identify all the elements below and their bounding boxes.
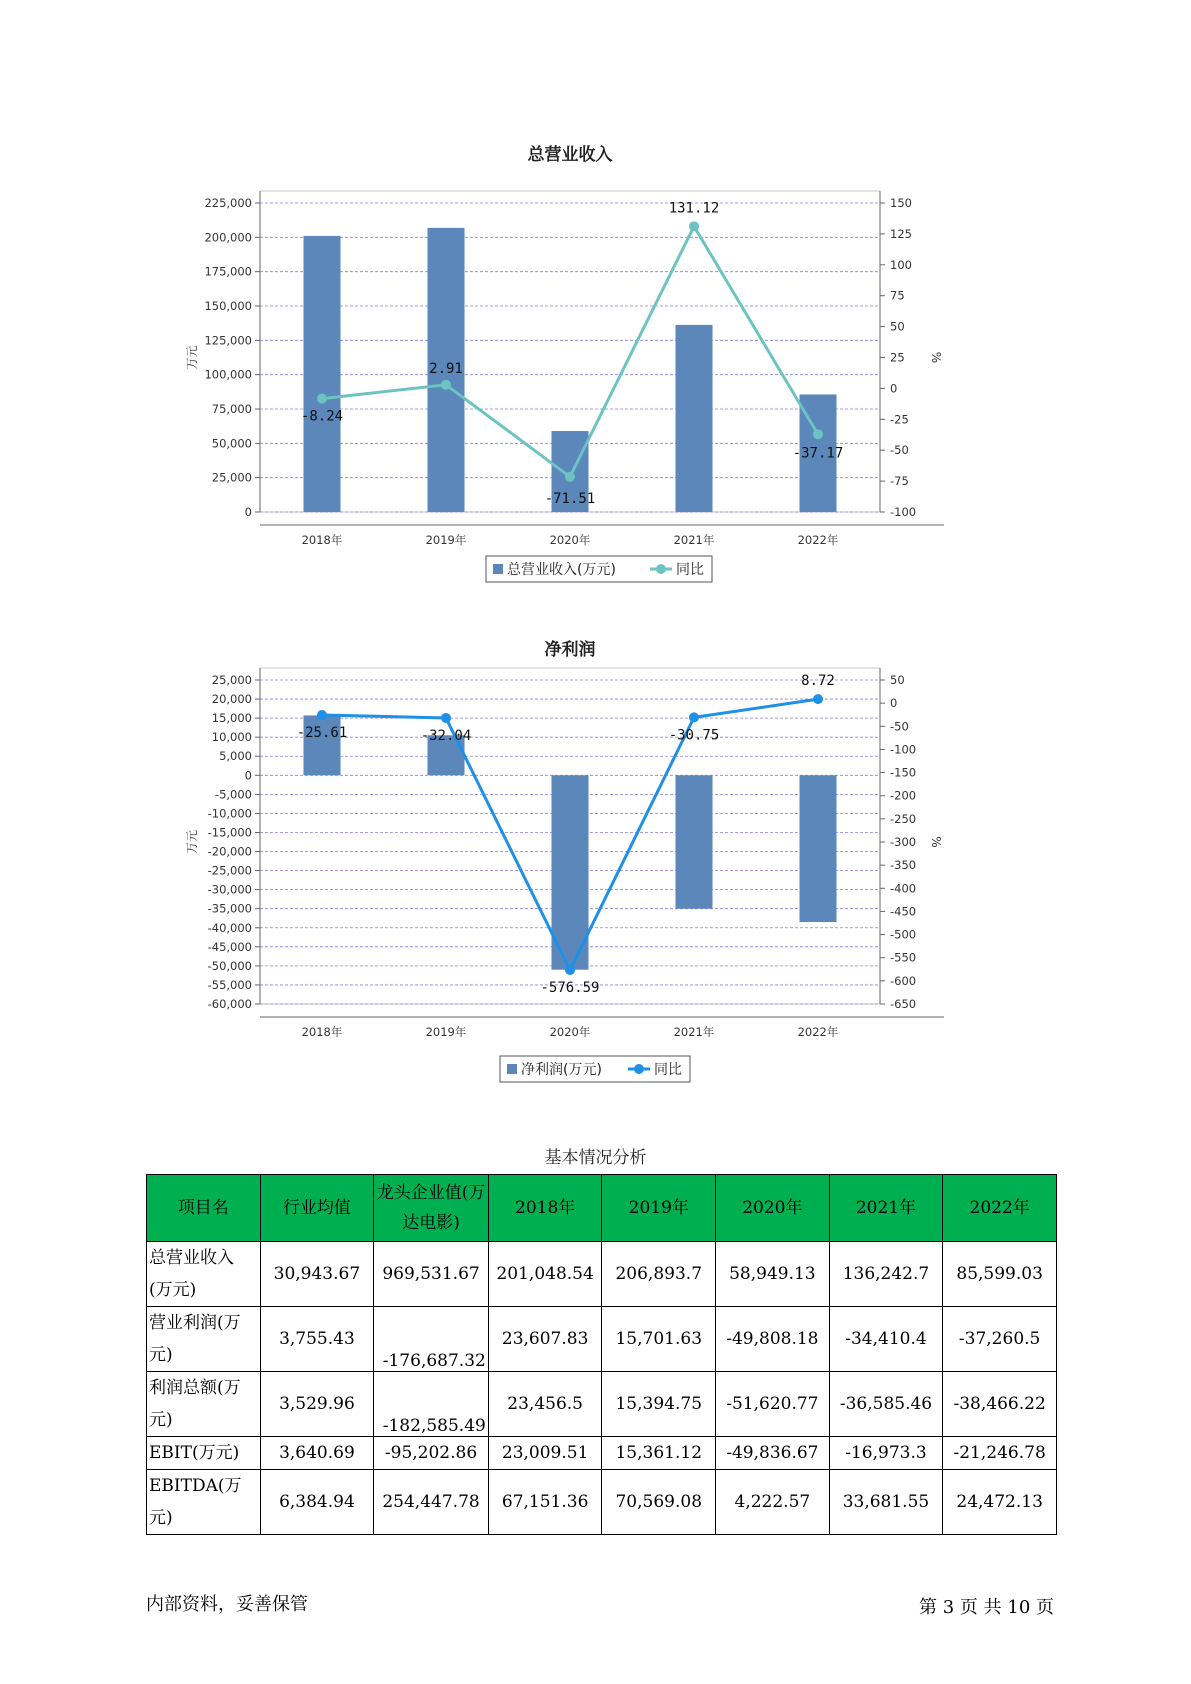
cell: -37,260.5 [943,1307,1057,1372]
yoy-point [813,694,823,704]
cell: 24,472.13 [943,1470,1057,1535]
y2-tick-label: -300 [890,835,917,849]
cell: 15,701.63 [602,1307,716,1372]
y2-axis-title: % [929,351,943,364]
cell: 15,394.75 [602,1372,716,1437]
legend-bar-label: 总营业收入(万元) [507,562,616,578]
y2-tick-label: -250 [890,811,917,826]
y-tick-label: 150,000 [204,299,252,313]
revenue-chart [160,135,1040,595]
header-industry-avg: 行业均值 [260,1175,374,1242]
cell: 85,599.03 [943,1242,1057,1307]
y2-tick-label: -450 [890,904,917,919]
y-tick-label: -50,000 [207,958,252,973]
y-tick-label: -5,000 [214,787,252,802]
y2-tick-label: -150 [890,765,917,780]
yoy-data-label: -8.24 [300,408,344,425]
cell: -49,808.18 [716,1307,830,1372]
cell: -176,687.32 [374,1307,489,1372]
cell: -36,585.46 [829,1372,943,1437]
y-tick-label: 10,000 [211,730,252,745]
footer-page-number: 第 3 页 共 10 页 [919,1597,1054,1618]
yoy-point [317,394,327,404]
y2-axis-title: % [929,836,943,848]
y-tick-label: -55,000 [207,977,252,992]
y-tick-label: -60,000 [207,997,252,1011]
yoy-point [441,713,451,723]
y2-tick-label: -200 [890,788,917,803]
y-tick-label: -35,000 [207,901,252,916]
yoy-point [689,221,699,231]
yoy-data-label: -30.75 [668,727,720,744]
y2-tick-label: 50 [890,673,905,687]
y2-tick-label: -600 [890,973,917,988]
y-axis-title: 万元 [185,829,199,855]
y2-tick-label: -75 [890,474,909,489]
cell: 206,893.7 [602,1242,716,1307]
bar [676,325,713,512]
x-tick-label: 2020年 [549,533,591,547]
cell: 23,607.83 [488,1307,602,1372]
legend-line-marker [656,564,666,574]
x-tick-label: 2018年 [301,533,343,547]
header-item-name: 项目名 [147,1175,261,1242]
row-name: 总营业收入(万元) [147,1242,261,1307]
y-tick-label: -10,000 [207,806,252,821]
y-tick-label: 50,000 [211,436,252,451]
y2-tick-label: -50 [890,719,909,734]
bar [676,775,713,908]
header-2021: 2021年 [829,1175,943,1242]
cell: 58,949.13 [716,1242,830,1307]
cell: 23,009.51 [488,1437,602,1470]
y-tick-label: 225,000 [204,196,252,210]
legend-line-label: 同比 [654,1062,682,1078]
y-tick-label: 75,000 [211,402,252,416]
legend [486,556,712,582]
y-tick-label: -30,000 [207,882,252,897]
revenue-chart-svg [160,135,1040,595]
cell: -16,973.3 [829,1437,943,1470]
net-profit-chart-svg [160,635,1040,1095]
legend-bar-swatch [493,564,503,574]
x-tick-label: 2021年 [673,533,715,547]
y2-tick-label: -350 [890,858,917,873]
y-tick-label: 20,000 [211,692,252,707]
y-tick-label: -40,000 [207,920,252,935]
y2-tick-label: -100 [890,505,917,519]
yoy-data-label: 2.91 [429,360,463,377]
y2-tick-label: -400 [890,881,917,896]
y-tick-label: 100,000 [204,367,252,382]
y-tick-label: -25,000 [207,863,252,878]
table-row [147,1470,1057,1535]
yoy-data-label: -576.59 [540,980,600,997]
yoy-point [813,429,823,439]
row-name: EBITDA(万元) [147,1470,261,1535]
x-tick-label: 2022年 [797,1025,839,1039]
cell: 969,531.67 [374,1242,489,1307]
cell: 6,384.94 [260,1470,374,1535]
header-2019: 2019年 [602,1175,716,1242]
cell: 254,447.78 [374,1470,489,1535]
y-tick-label: 175,000 [204,264,252,279]
x-tick-label: 2019年 [425,1025,467,1039]
yoy-data-label: 8.72 [801,673,835,690]
cell: 4,222.57 [716,1470,830,1535]
yoy-point [689,712,699,722]
y2-tick-label: 0 [890,381,898,396]
yoy-data-label: -25.61 [296,724,348,741]
y-tick-label: 15,000 [211,711,252,726]
cell: -38,466.22 [943,1372,1057,1437]
cell: 67,151.36 [488,1470,602,1535]
cell: 70,569.08 [602,1470,716,1535]
legend-bar-swatch [507,1064,517,1074]
y2-tick-label: 50 [890,319,905,334]
header-leader-value: 龙头企业值(万达电影) [374,1175,489,1242]
y-tick-label: -20,000 [207,844,252,859]
chart-title: 总营业收入 [527,145,613,165]
yoy-data-label: -32.04 [420,727,472,744]
yoy-point [565,965,575,975]
cell: 15,361.12 [602,1437,716,1470]
legend-line-label: 同比 [676,562,704,578]
cell: -34,410.4 [829,1307,943,1372]
y2-tick-label: -50 [890,443,909,458]
x-tick-label: 2020年 [549,1025,591,1039]
bar [304,236,341,512]
bar [800,775,837,922]
basic-analysis-table [146,1174,1057,1535]
yoy-data-label: -37.17 [792,445,844,462]
yoy-data-label: 131.12 [668,200,720,217]
y-tick-label: 0 [244,768,252,783]
y-tick-label: 0 [244,505,252,519]
x-tick-label: 2021年 [673,1025,715,1039]
chart-title: 净利润 [544,640,596,660]
y2-tick-label: -650 [890,997,917,1011]
header-2022: 2022年 [943,1175,1057,1242]
y2-tick-label: -100 [890,742,917,757]
y2-tick-label: 150 [890,196,912,210]
header-2018: 2018年 [488,1175,602,1242]
net-profit-chart [160,635,1040,1095]
footer-confidential-note: 内部资料，妥善保管 [146,1594,308,1615]
y2-tick-label: -500 [890,927,917,942]
cell: -51,620.77 [716,1372,830,1437]
y-tick-label: -15,000 [207,825,252,840]
table-row [147,1437,1057,1470]
yoy-point [565,472,575,482]
y-tick-label: 25,000 [211,673,252,687]
row-name: EBIT(万元) [147,1437,261,1470]
table-row [147,1372,1057,1437]
yoy-point [317,710,327,720]
y-tick-label: 200,000 [204,230,252,245]
y-axis-title: 万元 [185,345,199,370]
cell: 23,456.5 [488,1372,602,1437]
row-name: 利润总额(万元) [147,1372,261,1437]
cell: 3,755.43 [260,1307,374,1372]
table-title: 基本情况分析 [544,1148,647,1168]
cell: -95,202.86 [374,1437,489,1470]
cell: 201,048.54 [488,1242,602,1307]
table-header-row [147,1175,1057,1242]
y2-tick-label: 25 [890,350,905,365]
y2-tick-label: -550 [890,950,917,965]
y2-tick-label: 100 [890,257,912,272]
y-tick-label: 5,000 [219,749,252,764]
y-tick-label: 125,000 [204,333,252,348]
cell: 33,681.55 [829,1470,943,1535]
x-tick-label: 2022年 [797,533,839,547]
y2-tick-label: 125 [890,226,912,241]
y2-tick-label: -25 [890,412,909,427]
table-row [147,1307,1057,1372]
cell: -182,585.49 [374,1372,489,1437]
cell: 3,529.96 [260,1372,374,1437]
x-tick-label: 2018年 [301,1025,343,1039]
y2-tick-label: 75 [890,288,905,303]
y2-tick-label: 0 [890,696,898,711]
header-2020: 2020年 [716,1175,830,1242]
yoy-data-label: -71.51 [544,490,596,507]
row-name: 营业利润(万元) [147,1307,261,1372]
x-tick-label: 2019年 [425,533,467,547]
cell: -21,246.78 [943,1437,1057,1470]
y-tick-label: -45,000 [207,939,252,954]
cell: 3,640.69 [260,1437,374,1470]
legend-line-marker [634,1064,644,1074]
cell: 30,943.67 [260,1242,374,1307]
legend-bar-label: 净利润(万元) [521,1062,602,1078]
table-row [147,1242,1057,1307]
yoy-point [441,380,451,390]
cell: -49,836.67 [716,1437,830,1470]
cell: 136,242.7 [829,1242,943,1307]
legend [500,1056,690,1082]
y-tick-label: 25,000 [211,470,252,485]
